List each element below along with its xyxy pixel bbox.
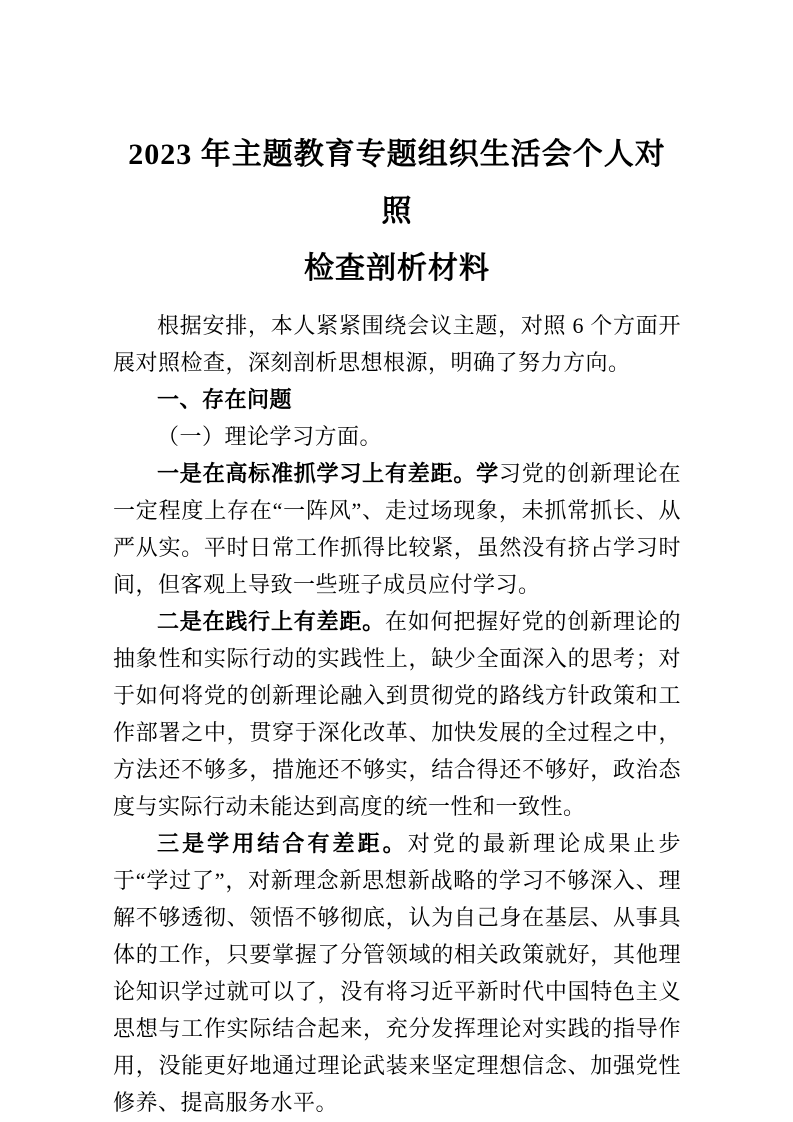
- point-1-text: 习党的创新理论在一定程度上存在“一阵风”、走过场现象，未抓常抓长、从严从实。平时日常工作抓得比较紧，虽然没有挤占学习时间，但客观上导致一些班子成员应付学习。: [113, 461, 681, 597]
- point-2-lead: 二是在践行上有差距。: [157, 609, 385, 634]
- subsection-heading-theory-study: （一）理论学习方面。: [157, 424, 383, 449]
- point-3-lead: 三是学用结合有差距。: [157, 831, 408, 856]
- point-paragraph-1: [113, 455, 681, 603]
- intro-paragraph: 根据安排，本人紧紧围绕会议主题，对照 6 个方面开展对照检查，深刻剖析思想根源，明确了努力方向。: [113, 313, 681, 375]
- point-paragraph-3: [113, 825, 681, 1121]
- point-3-text: 对党的最新理论成果止步于“学过了”，对新理念新思想新战略的学习不够深入、理解不够透彻、领悟不够彻底，认为自己身在基层、从事具体的工作，只要掌握了分管领域的相关政策就好，其他理论知识学过就可以了，没有将习近平新时代中国特色主义思想与工作实际结合起来，充分发挥理论对实践的指导作用，没能更好地通过理论武装来坚定理想信念、加强党性修养、提高服务水平。: [113, 831, 681, 1115]
- point-2-text: 在如何把握好党的创新理论的抽象性和实际行动的实践性上，缺少全面深入的思考；对于如何将党的创新理论融入到贯彻党的路线方针政策和工作部署之中，贯穿于深化改革、加快发展的全过程之中，方法还不够多，措施还不够实，结合得还不够好，政治态度与实际行动未能达到高度的统一性和一致性。: [113, 609, 681, 819]
- document-title: [113, 126, 681, 297]
- point-1-lead: 一是在高标准抓学习上有差距。学: [157, 461, 499, 486]
- point-paragraph-2: [113, 603, 681, 825]
- document-title-line-1: 2023 年主题教育专题组织生活会个人对照: [128, 138, 666, 228]
- section-heading-problems: 一、存在问题: [157, 387, 293, 412]
- document-title-line-2: 检查剖析材料: [304, 252, 490, 285]
